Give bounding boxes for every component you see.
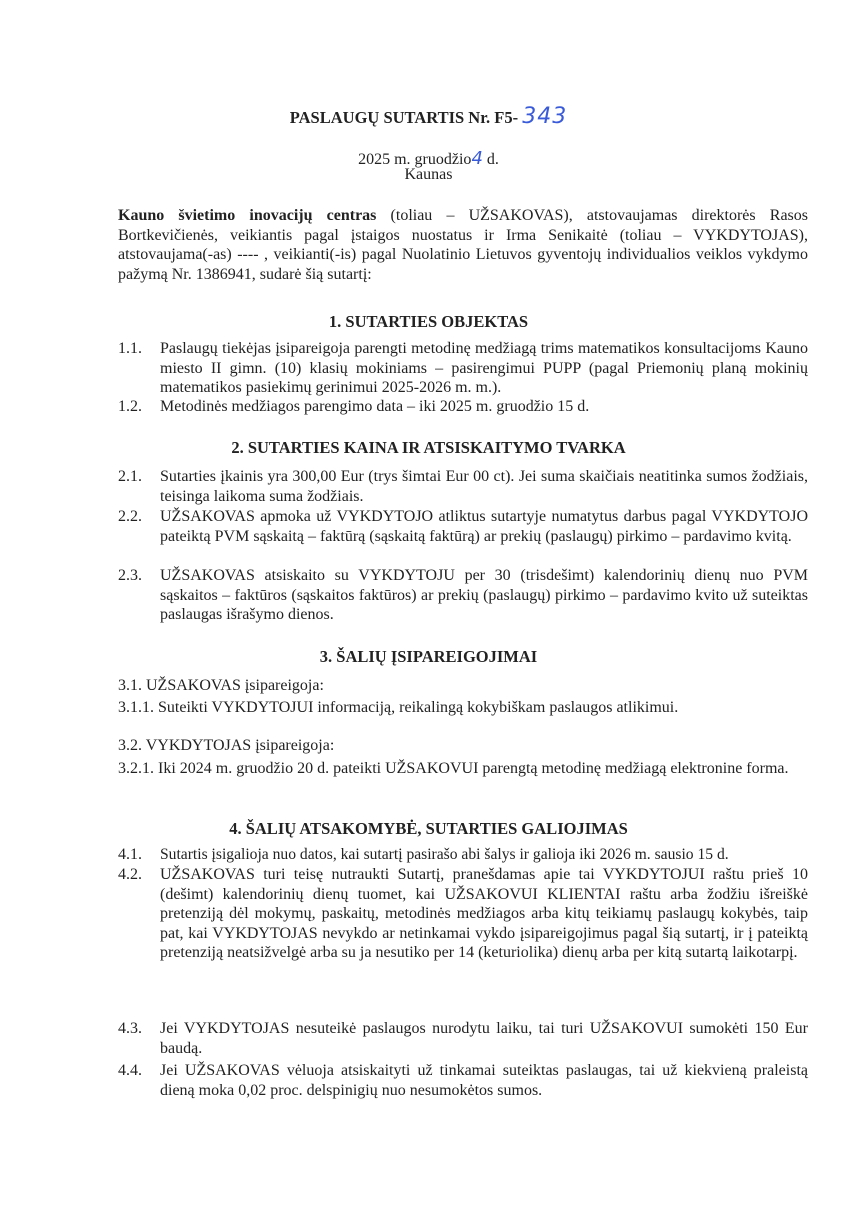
handwritten-contract-number: 343: [522, 104, 568, 129]
party-name: Kauno švietimo inovacijų centras: [118, 207, 377, 224]
clause-number: 4.1.: [118, 846, 142, 863]
date-prefix: 2025 m. gruodžio: [358, 151, 472, 168]
section-3-heading: 3. ŠALIŲ ĮSIPAREIGOJIMAI: [319, 647, 538, 666]
title-text: PASLAUGŲ SUTARTIS Nr. F5-: [289, 108, 519, 127]
clause-3-2-1: 3.2.1. Iki 2024 m. gruodžio 20 d. pateikti UŽSAKOVUI parengtą metodinę medžiagą elektronine forma.: [118, 760, 789, 777]
clause-1-1: [118, 339, 808, 398]
clause-number: 4.3.: [118, 1020, 142, 1037]
intro-paragraph: [118, 206, 808, 284]
clause-number: 2.2.: [118, 508, 142, 525]
clause-text: UŽSAKOVAS atsiskaito su VYKDYTOJU per 30 (trisdešimt) kalendorinių dienų nuo PVM sąskaitos – faktūros (sąskaitos faktūros) ar prekių (paslaugų) pirkimo – pardavimo kvito už suteiktas paslaugas išrašymo dienos.: [160, 567, 808, 623]
section-2-heading: 2. SUTARTIES KAINA IR ATSISKAITYMO TVARKA: [231, 438, 626, 457]
clause-text: Paslaugų tiekėjas įsipareigoja parengti metodinę medžiagą trims matematikos konsultacijoms Kauno miesto II gimn. (10) klasių mokiniams – pasirengimui PUPP (pagal Priemonių planą mokinių matematikos pasiekimų gerinimui 2025-2026 m. m.).: [160, 340, 808, 396]
clause-3-1-1: 3.1.1. Suteikti VYKDYTOJUI informaciją, reikalingą kokybiškam paslaugos atlikimui.: [118, 699, 679, 716]
clause-4-1: [118, 845, 808, 865]
clause-4-4: [118, 1061, 808, 1100]
clause-number: 1.2.: [118, 398, 142, 415]
clause-text: Jei UŽSAKOVAS vėluoja atsiskaityti už tinkamai suteiktas paslaugas, tai už kiekvieną praleistą dieną moka 0,02 proc. delspinigių nuo nesumokėtos sumos.: [160, 1062, 808, 1099]
clause-number: 4.4.: [118, 1062, 142, 1079]
clause-2-2: [118, 507, 808, 546]
intro-text: (toliau – UŽSAKOVAS), atstovaujamas direktorės Rasos Bortkevičienės, veikiantis pagal įstaigos nuostatus ir Irma Senikaitė (toliau – VYKDYTOJAS), atstovaujama(-as) ---- , veikianti(-is) pagal Nuolatinio Lietuvos gyventojų individualios veiklos vykdymo pažymą Nr. 1386941, sudarė šią sutartį:: [118, 207, 808, 283]
clause-text: Jei VYKDYTOJAS nesuteikė paslaugos nurodytu laiku, tai turi UŽSAKOVUI sumokėti 150 Eur baudą.: [160, 1020, 808, 1057]
clause-1-2: [118, 397, 808, 417]
handwritten-day: 4: [471, 148, 483, 169]
date-suffix: d.: [486, 151, 499, 168]
contract-city: Kaunas: [404, 166, 453, 183]
clause-4-3: [118, 1019, 808, 1058]
clause-number: 4.2.: [118, 866, 142, 883]
clause-text: Metodinės medžiagos parengimo data – iki 2025 m. gruodžio 15 d.: [160, 398, 590, 415]
clause-2-1: [118, 467, 808, 506]
clause-3-1: 3.1. UŽSAKOVAS įsipareigoja:: [118, 677, 324, 694]
clause-number: 2.3.: [118, 567, 142, 584]
clause-4-2: [118, 865, 808, 963]
clause-number: 1.1.: [118, 340, 142, 357]
clause-3-2: 3.2. VYKDYTOJAS įsipareigoja:: [118, 737, 335, 754]
section-4-heading: 4. ŠALIŲ ATSAKOMYBĖ, SUTARTIES GALIOJIMAS: [229, 819, 628, 838]
clause-text: Sutartis įsigalioja nuo datos, kai sutartį pasirašo abi šalys ir galioja iki 2026 m. sausio 15 d.: [160, 846, 729, 863]
section-1-heading: 1. SUTARTIES OBJEKTAS: [328, 312, 529, 331]
clause-2-3: [118, 566, 808, 625]
clause-text: UŽSAKOVAS apmoka už VYKDYTOJO atliktus sutartyje numatytus darbus pagal VYKDYTOJO pateiktą PVM sąskaitą – faktūrą (sąskaitą faktūrą) ar prekių (paslaugų) pirkimo – pardavimo kvitą.: [160, 508, 808, 545]
clause-number: 2.1.: [118, 468, 142, 485]
clause-text: UŽSAKOVAS turi teisę nutraukti Sutartį, pranešdamas apie tai VYKDYTOJUI raštu prieš 10 (dešimt) kalendorinių dienų tuomet, kai UŽSAKOVUI KLIENTAI raštu arba žodžiu išreiškė pretenziją dėl mokymų, paskaitų, metodinės medžiagos arba kitų teikiamų paslaugų kokybės, taip pat, kai VYKDYTOJAS nevykdo ar netinkamai vykdo įsipareigojimus pagal šią sutartį, ir į pateiktą pretenziją neatsižvelgė arba su ja nesutiko per 14 (keturiolika) dienų arba per kitą sutartą laikotarpį.: [160, 866, 808, 961]
clause-text: Sutarties įkainis yra 300,00 Eur (trys šimtai Eur 00 ct). Jei suma skaičiais neatitinka sumos žodžiais, teisinga laikoma suma žodžiais.: [160, 468, 808, 505]
document-title: [0, 104, 857, 129]
